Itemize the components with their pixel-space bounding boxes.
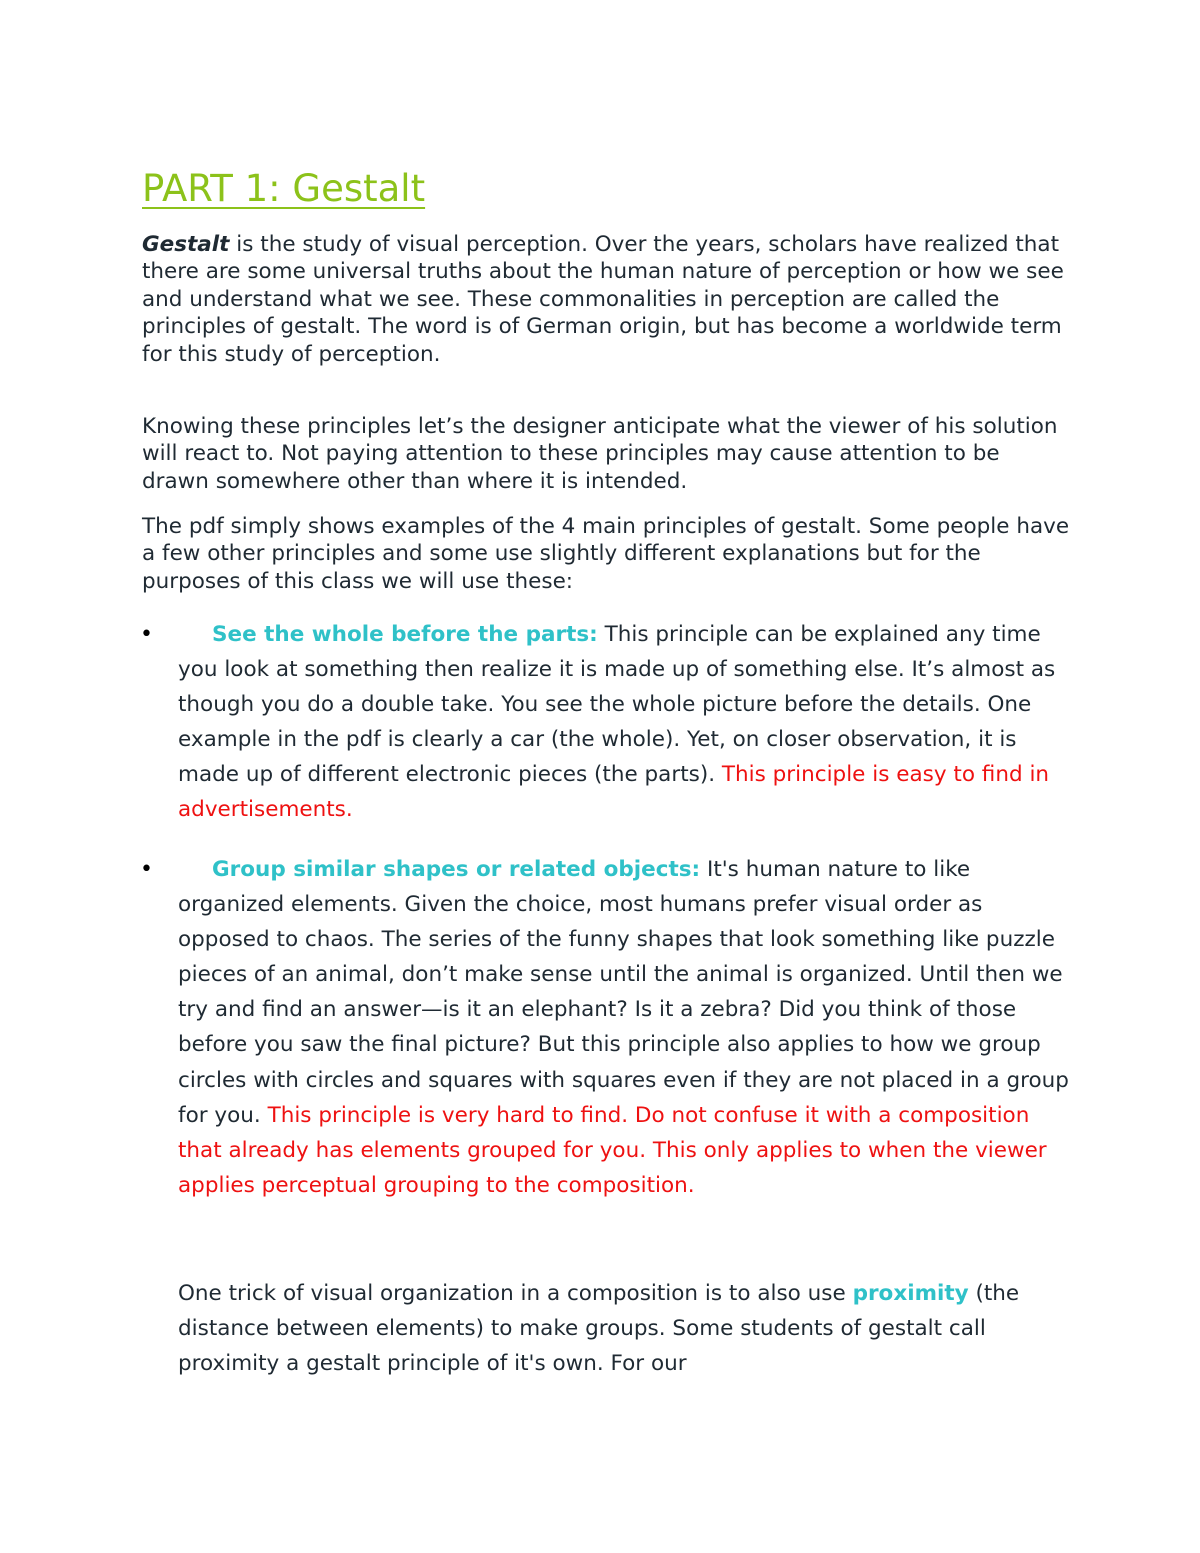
bullet-text bbox=[178, 617, 1078, 828]
bullet-text bbox=[178, 852, 1078, 1203]
proximity-term: proximity bbox=[852, 1281, 969, 1306]
bullet-body: It's human nature to like organized elements. Given the choice, most humans prefer visual order as opposed to chaos. The series of the funny shapes that look something like puzzle pieces of an animal, don’t make sense until the animal is organized. Until then we try and find an answer—is it an elephant? Is it a zebra? Did you think of those before you saw the final picture? But this principle also applies to how we group circles with circles and squares with squares even if they are not placed in a group for you. bbox=[178, 857, 1069, 1128]
bullet-term: Group similar shapes or related objects: bbox=[212, 857, 701, 882]
intro-lemma: Gestalt bbox=[142, 232, 230, 257]
bullet-note: This principle is very hard to find. Do not confuse it with a composition that already has elements grouped for you. This only applies to when the viewer applies perceptual grouping to the composition. bbox=[178, 1102, 1047, 1198]
paragraph-4-after: (the distance between elements) to make groups. Some students of gestalt call proximity a gestalt principle of it's own. For our bbox=[178, 1281, 1020, 1377]
paragraph-4-before: One trick of visual organization in a composition is to also use bbox=[178, 1281, 853, 1306]
bullet-icon: • bbox=[140, 857, 153, 882]
bullet-icon: • bbox=[140, 622, 153, 647]
bullet-body: This principle can be explained any time you look at something then realize it is made up of something else. It’s almost as though you do a double take. You see the whole picture before the details. One example in the pdf is clearly a car (the whole). Yet, on closer observation, it is made up of different electronic pieces (the parts). bbox=[178, 622, 1056, 788]
intro-paragraph bbox=[142, 231, 1072, 368]
bullet-term: See the whole before the parts: bbox=[212, 622, 598, 647]
bullet-note: This principle is easy to find in advertisements. bbox=[178, 762, 1050, 823]
page-title: PART 1: Gestalt bbox=[142, 167, 426, 210]
paragraph-2: Knowing these principles let’s the designer anticipate what the viewer of his solution will react to. Not paying attention to these principles may cause attention to be drawn somewhere other than where it is intended. bbox=[142, 414, 1058, 494]
intro-text: is the study of visual perception. Over the years, scholars have realized that there are some universal truths about the human nature of perception or how we see and understand what we see. These commonalities in perception are called the principles of gestalt. The word is of German origin, but has become a worldwide term for this study of perception. bbox=[142, 232, 1064, 367]
paragraph-3: The pdf simply shows examples of the 4 main principles of gestalt. Some people have a few other principles and some use slightly different explanations but for the purposes of this class we will use these: bbox=[142, 514, 1070, 594]
paragraph-4 bbox=[178, 1276, 1078, 1381]
